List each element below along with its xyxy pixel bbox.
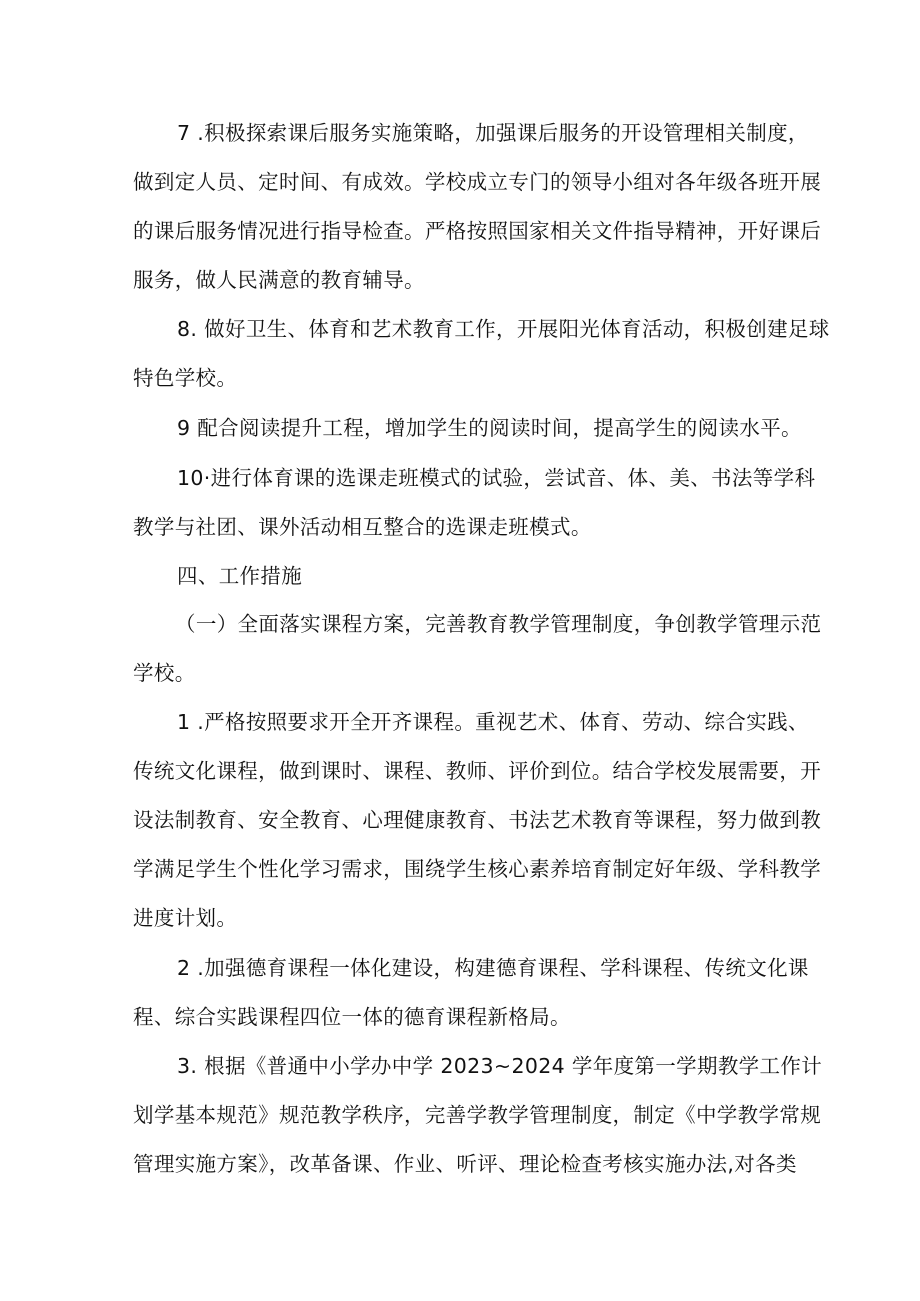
paragraph-8-line-1: 2 .加强德育课程一体化建设，构建德育课程、学科课程、传统文化课: [177, 956, 809, 980]
paragraph-2-line-2: 特色学校。: [133, 366, 238, 390]
paragraph-7-line-1: 1 .严格按照要求开全开齐课程。重视艺术、体育、劳动、综合实践、: [177, 710, 809, 734]
paragraph-6-line-2: 学校。: [133, 661, 196, 685]
section-heading: 四、工作措施: [177, 564, 303, 588]
paragraph-9-line-2: 划学基本规范》规范教学秩序，完善学教学管理制度，制定《中学教学常规: [133, 1103, 822, 1127]
paragraph-2-line-1: 8. 做好卫生、体育和艺术教育工作，开展阳光体育活动，积极创建足球: [177, 317, 830, 341]
paragraph-1-line-2: 做到定人员、定时间、有成效。学校成立专门的领导小组对各年级各班开展: [133, 170, 822, 194]
paragraph-4-line-2: 教学与社团、课外活动相互整合的选课走班模式。: [133, 515, 592, 539]
paragraph-1-line-4: 服务，做人民满意的教育辅导。: [133, 268, 425, 292]
paragraph-3-line-1: 9 配合阅读提升工程，增加学生的阅读时间，提高学生的阅读水平。: [177, 416, 802, 440]
paragraph-1-line-1: 7 .积极探索课后服务实施策略，加强课后服务的开设管理相关制度，: [177, 121, 809, 145]
paragraph-7-line-3: 设法制教育、安全教育、心理健康教育、书法艺术教育等课程，努力做到教: [133, 808, 822, 832]
paragraph-9-line-1: 3. 根据《普通中小学办中学 2023~2024 学年度第一学期教学工作计: [177, 1054, 823, 1078]
paragraph-7-line-2: 传统文化课程，做到课时、课程、教师、评价到位。结合学校发展需要，开: [133, 759, 822, 783]
paragraph-6-line-1: （一）全面落实课程方案，完善教育教学管理制度，争创教学管理示范: [175, 612, 822, 636]
paragraph-7-line-5: 进度计划。: [133, 906, 238, 930]
paragraph-7-line-4: 学满足学生个性化学习需求，围绕学生核心素养培育制定好年级、学科教学: [133, 857, 822, 881]
paragraph-1-line-3: 的课后服务情况进行指导检查。严格按照国家相关文件指导精神，开好课后: [133, 219, 822, 243]
paragraph-9-line-3: 管理实施方案》，改革备课、作业、听评、理论检查考核实施办法,对各类: [133, 1152, 797, 1176]
paragraph-8-line-2: 程、综合实践课程四位一体的德育课程新格局。: [133, 1005, 571, 1029]
paragraph-4-line-1: 10·进行体育课的选课走班模式的试验，尝试音、体、美、书法等学科: [177, 466, 816, 490]
